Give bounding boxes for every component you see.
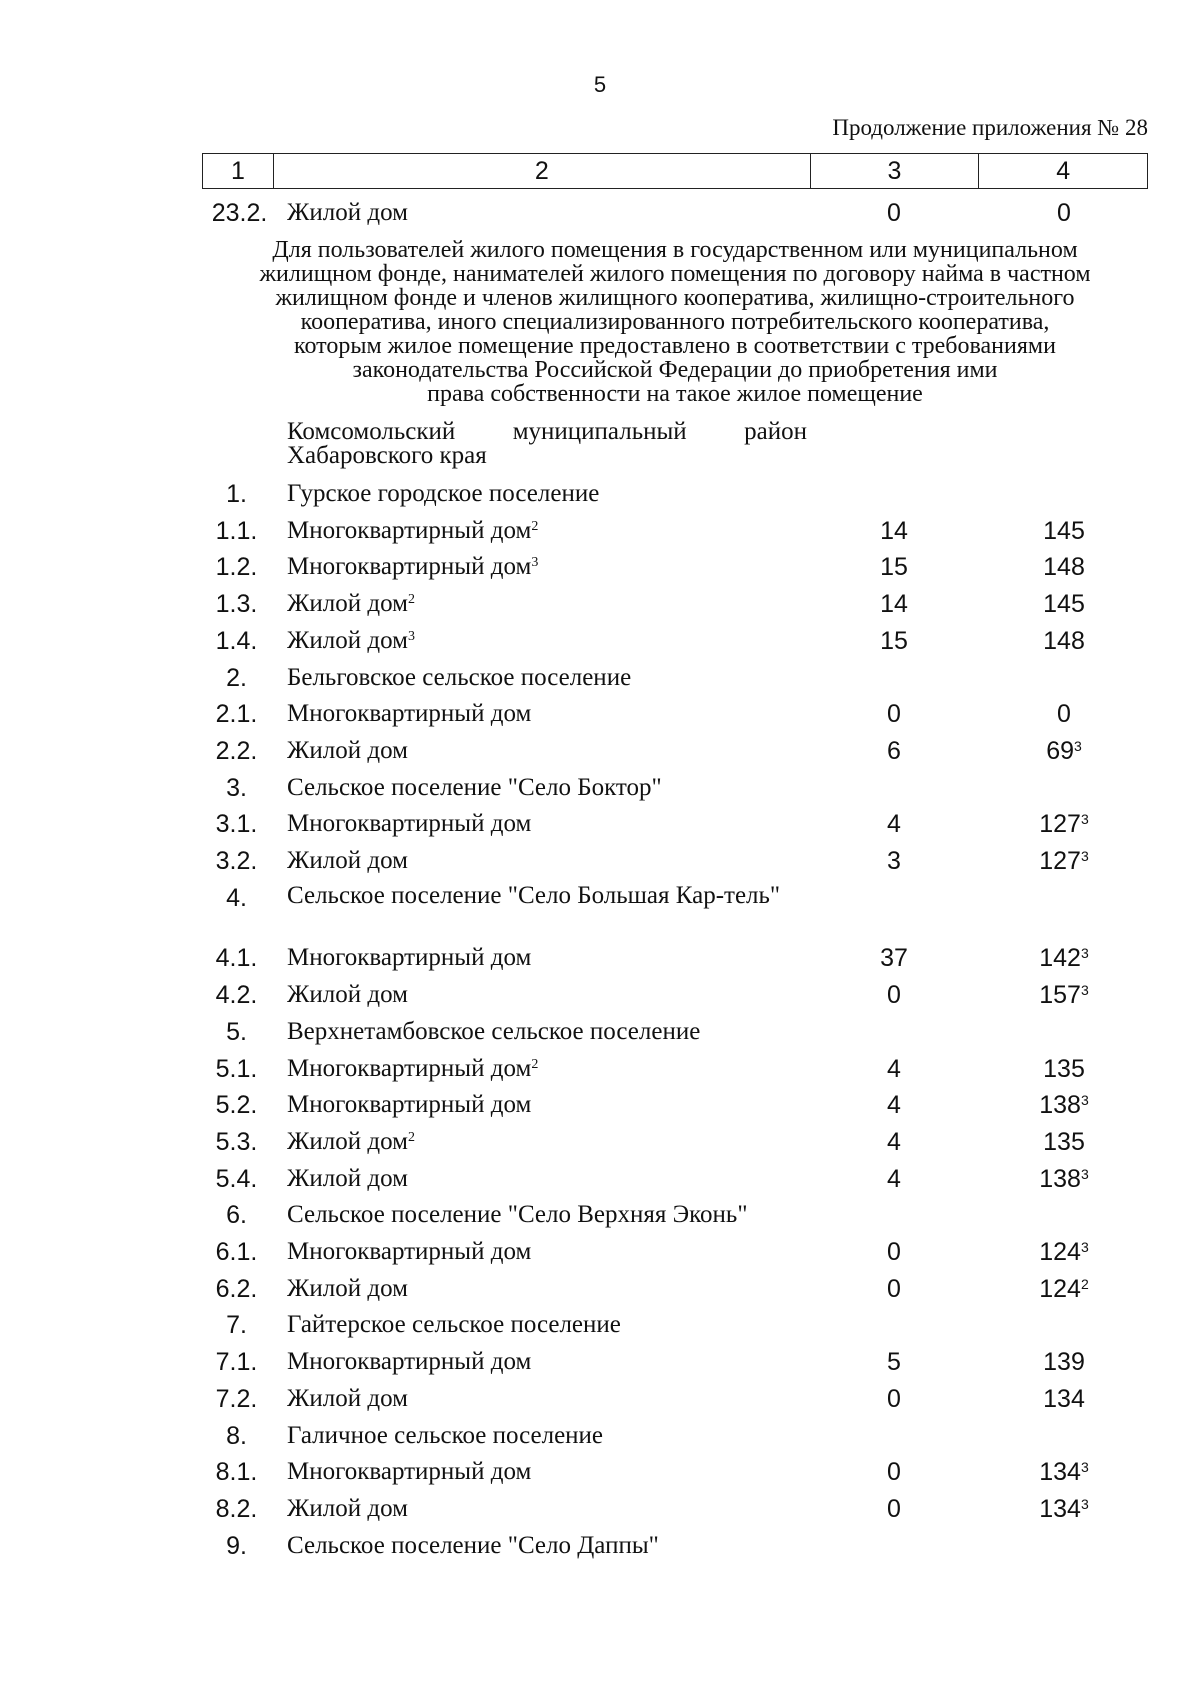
row-number: 4.2. xyxy=(215,981,258,1010)
row-number: 7. xyxy=(226,1311,247,1340)
row-name xyxy=(287,1532,807,1560)
row-name xyxy=(287,1018,807,1046)
row-name xyxy=(287,847,807,875)
row-name xyxy=(287,1348,807,1376)
row-col-3: 4 xyxy=(887,1054,901,1083)
row-name xyxy=(287,1238,807,1266)
footnote-marker: 3 xyxy=(1080,1495,1089,1512)
row-col-3: 37 xyxy=(880,944,908,973)
row-col-3: 4 xyxy=(887,1127,901,1156)
footnote-marker: 2 xyxy=(1080,1275,1089,1292)
table-row xyxy=(0,1495,1200,1531)
row-name xyxy=(287,774,807,802)
row-col-4 xyxy=(980,981,1148,1010)
row-col-4 xyxy=(980,1165,1148,1194)
table-row xyxy=(0,1091,1200,1127)
table-row xyxy=(0,1275,1200,1311)
row-name xyxy=(287,1458,807,1486)
row-number: 23.2. xyxy=(211,199,268,227)
table-row xyxy=(0,1018,1200,1054)
row-number: 1.2. xyxy=(215,553,258,582)
row-col-4 xyxy=(980,1458,1148,1487)
table-row xyxy=(0,517,1200,553)
row-name xyxy=(287,1091,807,1119)
table-row xyxy=(0,881,1200,920)
table-row xyxy=(0,981,1200,1017)
row-col-3: 14 xyxy=(880,516,908,545)
row-number: 1.1. xyxy=(215,516,258,545)
row-col-4 xyxy=(980,810,1148,839)
row-number: 4.1. xyxy=(215,944,258,973)
row-col-3: 0 xyxy=(887,1494,901,1523)
table-row xyxy=(0,737,1200,773)
row-name-text: Многоквартирный дом xyxy=(287,1091,532,1119)
row-name xyxy=(287,1128,807,1156)
row-number: 2. xyxy=(226,663,247,692)
row-number: 5.2. xyxy=(215,1091,258,1120)
row-col-4-value: 134 xyxy=(1039,1494,1081,1523)
row-name xyxy=(287,737,807,765)
table-row xyxy=(0,1385,1200,1421)
district-word: Комсомольский xyxy=(287,418,456,445)
table-row xyxy=(0,627,1200,663)
row-number: 9. xyxy=(226,1531,247,1560)
row-name-text: Бельговское сельское поселение xyxy=(287,663,632,691)
row-number: 8.1. xyxy=(215,1458,258,1487)
table-row xyxy=(0,664,1200,700)
row-number: 5.4. xyxy=(215,1164,258,1193)
row-col-4 xyxy=(980,590,1148,619)
row-col-4-value: 148 xyxy=(1043,553,1085,582)
footnote-marker: 3 xyxy=(1080,1459,1089,1476)
footnote-marker: 2 xyxy=(531,1056,539,1072)
table-row xyxy=(0,1532,1200,1568)
row-col-4 xyxy=(980,700,1148,729)
row-name-text: Сельское поселение "Село Даппы" xyxy=(287,1531,659,1559)
row-number: 2.1. xyxy=(215,700,258,729)
row-name-text: Гайтерское сельское поселение xyxy=(287,1311,621,1339)
row-col-4 xyxy=(980,553,1148,582)
row-name: Жилой дом xyxy=(287,199,408,226)
row-col-3: 0 xyxy=(887,1384,901,1413)
footnote-marker: 3 xyxy=(1080,1092,1089,1109)
row-number: 8. xyxy=(226,1421,247,1450)
row-col-4 xyxy=(980,517,1148,546)
row-col-4 xyxy=(980,737,1148,766)
row-name-text: Многоквартирный дом xyxy=(287,1054,532,1082)
row-col-3: 15 xyxy=(880,626,908,655)
table-row xyxy=(0,700,1200,736)
table-row xyxy=(0,774,1200,810)
row-col-3: 6 xyxy=(887,736,901,765)
footnote-marker: 3 xyxy=(1080,811,1089,828)
row-name-text: Многоквартирный дом xyxy=(287,944,532,972)
row-name xyxy=(287,1275,807,1303)
row-name xyxy=(287,700,807,728)
row-name-text: Многоквартирный дом xyxy=(287,516,532,544)
row-col-3: 0 xyxy=(887,1274,901,1303)
description-line: кооператива, иного специализированного потребительского кооператива, xyxy=(300,309,1050,335)
row-name xyxy=(287,1495,807,1523)
table-row xyxy=(0,1201,1200,1237)
row-col-4-value: 142 xyxy=(1039,944,1081,973)
footnote-marker: 3 xyxy=(1080,945,1089,962)
table-row xyxy=(0,590,1200,626)
table-row xyxy=(0,810,1200,846)
row-col-4-value: 69 xyxy=(1046,736,1074,765)
table-row xyxy=(0,1238,1200,1274)
row-col-4-value: 145 xyxy=(1043,590,1085,619)
row-name xyxy=(287,1311,807,1339)
row-col-3: 0 xyxy=(887,1238,901,1266)
row-name-text: Гурское городское поселение xyxy=(287,480,600,507)
row-number: 7.1. xyxy=(215,1348,258,1377)
table-row xyxy=(0,1348,1200,1384)
row-name xyxy=(287,1201,807,1229)
row-name xyxy=(287,553,807,581)
row-number: 2.2. xyxy=(215,736,258,765)
table-row xyxy=(0,847,1200,883)
row-col-3: 14 xyxy=(880,590,908,619)
table-row xyxy=(0,1165,1200,1201)
district-line-2: Хабаровского края xyxy=(287,442,487,469)
row-col-4 xyxy=(980,1128,1148,1157)
row-col-3: 5 xyxy=(887,1348,901,1377)
row-col-4 xyxy=(980,1275,1148,1304)
description-line: законодательства Российской Федерации до приобретения ими xyxy=(352,357,998,383)
table-row xyxy=(0,1422,1200,1458)
row-name-text: Многоквартирный дом xyxy=(287,1348,532,1376)
row-name xyxy=(287,981,807,1009)
footnote-marker: 3 xyxy=(1080,1239,1089,1255)
description-line: права собственности на такое жилое помещение xyxy=(427,381,923,407)
row-name-text: Галичное сельское поселение xyxy=(287,1421,604,1449)
table-row xyxy=(0,1458,1200,1494)
table-row xyxy=(0,553,1200,589)
footnote-marker: 3 xyxy=(1080,1165,1089,1182)
row-name xyxy=(287,1385,807,1413)
footnote-marker: 3 xyxy=(1080,848,1089,864)
row-col-4-value: 138 xyxy=(1039,1091,1081,1120)
row-col-4-value: 139 xyxy=(1043,1348,1085,1377)
row-col-4-value: 157 xyxy=(1039,981,1081,1010)
row-number: 3.2. xyxy=(215,847,258,875)
row-number: 7.2. xyxy=(215,1384,258,1413)
table-row xyxy=(0,1128,1200,1164)
header-col-1: 1 xyxy=(203,154,274,189)
table-row xyxy=(0,944,1200,980)
row-col-4 xyxy=(980,1495,1148,1524)
header-col-2: 2 xyxy=(273,154,810,189)
row-number: 6.1. xyxy=(215,1238,258,1266)
row-name-text: Многоквартирный дом xyxy=(287,553,532,581)
row-col-4 xyxy=(980,847,1148,876)
row-name-text: Жилой дом xyxy=(287,1494,408,1522)
row-col-4 xyxy=(980,944,1148,973)
row-col-4-value: 134 xyxy=(1039,1458,1081,1487)
row-name-text: Жилой дом xyxy=(287,626,408,654)
row-name-text: Сельское поселение "Село Верхняя Эконь" xyxy=(287,1201,748,1229)
row-name xyxy=(287,1055,807,1083)
row-col-3: 4 xyxy=(887,1164,901,1193)
row-col-4 xyxy=(980,627,1148,656)
row-col-4-value: 138 xyxy=(1039,1164,1081,1193)
district-heading xyxy=(287,420,807,468)
row-name-text: Жилой дом xyxy=(287,1384,408,1412)
row-col-3: 0 xyxy=(887,700,901,729)
district-word: муниципальный xyxy=(512,418,687,445)
row-name-text: Сельское поселение "Село Большая Кар-тель" xyxy=(287,881,781,909)
row-col-4 xyxy=(980,1385,1148,1414)
row-name-text: Многоквартирный дом xyxy=(287,700,532,728)
row-col-4-value: 127 xyxy=(1039,847,1081,875)
row-name xyxy=(287,627,807,655)
row-number: 4. xyxy=(226,883,247,912)
row-name xyxy=(287,590,807,618)
row-col-3: 4 xyxy=(887,1091,901,1120)
row-number: 5.3. xyxy=(215,1127,258,1156)
row-col-4 xyxy=(980,1091,1148,1120)
row-name-text: Многоквартирный дом xyxy=(287,1238,532,1265)
row-name-text: Жилой дом xyxy=(287,981,408,1009)
row-number: 6.2. xyxy=(215,1274,258,1303)
row-name-text: Многоквартирный дом xyxy=(287,1458,532,1486)
header-col-3: 3 xyxy=(810,154,979,189)
description-block xyxy=(195,238,1155,406)
row-col-4 xyxy=(980,1055,1148,1084)
row-number: 1.4. xyxy=(215,626,258,655)
row-col-3: 0 xyxy=(887,981,901,1010)
row-name-text: Сельское поселение "Село Боктор" xyxy=(287,773,662,801)
row-col-4-value: 145 xyxy=(1043,516,1085,545)
table-row xyxy=(0,1055,1200,1091)
row-name-text: Жилой дом xyxy=(287,1127,408,1155)
row-col-4 xyxy=(980,1348,1148,1377)
row-col-4-value: 127 xyxy=(1039,810,1081,839)
row-number: 1. xyxy=(226,480,247,508)
description-line: жилищном фонде, нанимателей жилого помещения по договору найма в частном xyxy=(259,261,1091,287)
row-name-text: Жилой дом xyxy=(287,1274,408,1302)
row-number: 1.3. xyxy=(215,590,258,619)
table-row xyxy=(0,1311,1200,1347)
header-col-4: 4 xyxy=(979,154,1148,189)
row-name-text: Жилой дом xyxy=(287,590,408,618)
row-number: 3. xyxy=(226,773,247,802)
footnote-marker: 3 xyxy=(1074,737,1082,754)
row-col-4-value: 134 xyxy=(1043,1384,1085,1413)
row-number: 6. xyxy=(226,1201,247,1230)
footnote-marker: 2 xyxy=(407,1129,415,1145)
row-name xyxy=(287,1165,807,1193)
footnote-marker: 3 xyxy=(531,555,539,571)
row-col-3: 15 xyxy=(880,553,908,582)
row-number: 5. xyxy=(226,1017,247,1046)
row-number: 5.1. xyxy=(215,1054,258,1083)
row-name xyxy=(287,944,807,972)
footnote-marker: 3 xyxy=(407,628,415,644)
row-name-text: Жилой дом xyxy=(287,847,408,874)
row-number: 8.2. xyxy=(215,1494,258,1523)
row-name-text: Жилой дом xyxy=(287,736,408,764)
row-col-3: 0 xyxy=(887,1458,901,1487)
row-col-3: 4 xyxy=(887,810,901,839)
row-col-4-value: 135 xyxy=(1043,1127,1085,1156)
description-line: которым жилое помещение предоставлено в соответствии с требованиями xyxy=(294,333,1056,359)
row-col-3: 0 xyxy=(887,199,901,227)
row-name xyxy=(287,1422,807,1450)
row-col-4-value: 0 xyxy=(1057,700,1071,729)
row-name xyxy=(287,480,807,508)
row-col-4-value: 124 xyxy=(1039,1274,1081,1303)
column-header-table xyxy=(202,153,1148,189)
table-row-first xyxy=(0,199,1200,235)
row-name-text: Жилой дом xyxy=(287,1164,408,1192)
row-col-4-value: 135 xyxy=(1043,1054,1085,1083)
row-name-text: Многоквартирный дом xyxy=(287,810,532,838)
footnote-marker: 2 xyxy=(531,518,539,534)
row-name xyxy=(287,664,807,692)
row-name xyxy=(287,810,807,838)
row-name xyxy=(287,517,807,545)
footnote-marker: 3 xyxy=(1080,982,1089,999)
row-name-text: Верхнетамбовское сельское поселение xyxy=(287,1017,701,1045)
footnote-marker: 2 xyxy=(407,592,415,608)
page-number: 5 xyxy=(593,72,607,97)
row-col-4-value: 124 xyxy=(1039,1238,1081,1266)
row-col-4-value: 148 xyxy=(1043,626,1085,655)
table-row xyxy=(0,480,1200,516)
continuation-label: Продолжение приложения № 28 xyxy=(832,115,1148,140)
row-col-4: 0 xyxy=(1057,199,1071,227)
row-col-4 xyxy=(980,1238,1148,1267)
row-number: 3.1. xyxy=(215,810,258,839)
row-name xyxy=(287,881,807,909)
row-col-3: 3 xyxy=(887,847,901,875)
description-line: Для пользователей жилого помещения в государственном или муниципальном xyxy=(272,237,1078,263)
district-word: район xyxy=(744,418,807,445)
description-line: жилищном фонде и членов жилищного кооператива, жилищно-строительного xyxy=(275,285,1075,311)
